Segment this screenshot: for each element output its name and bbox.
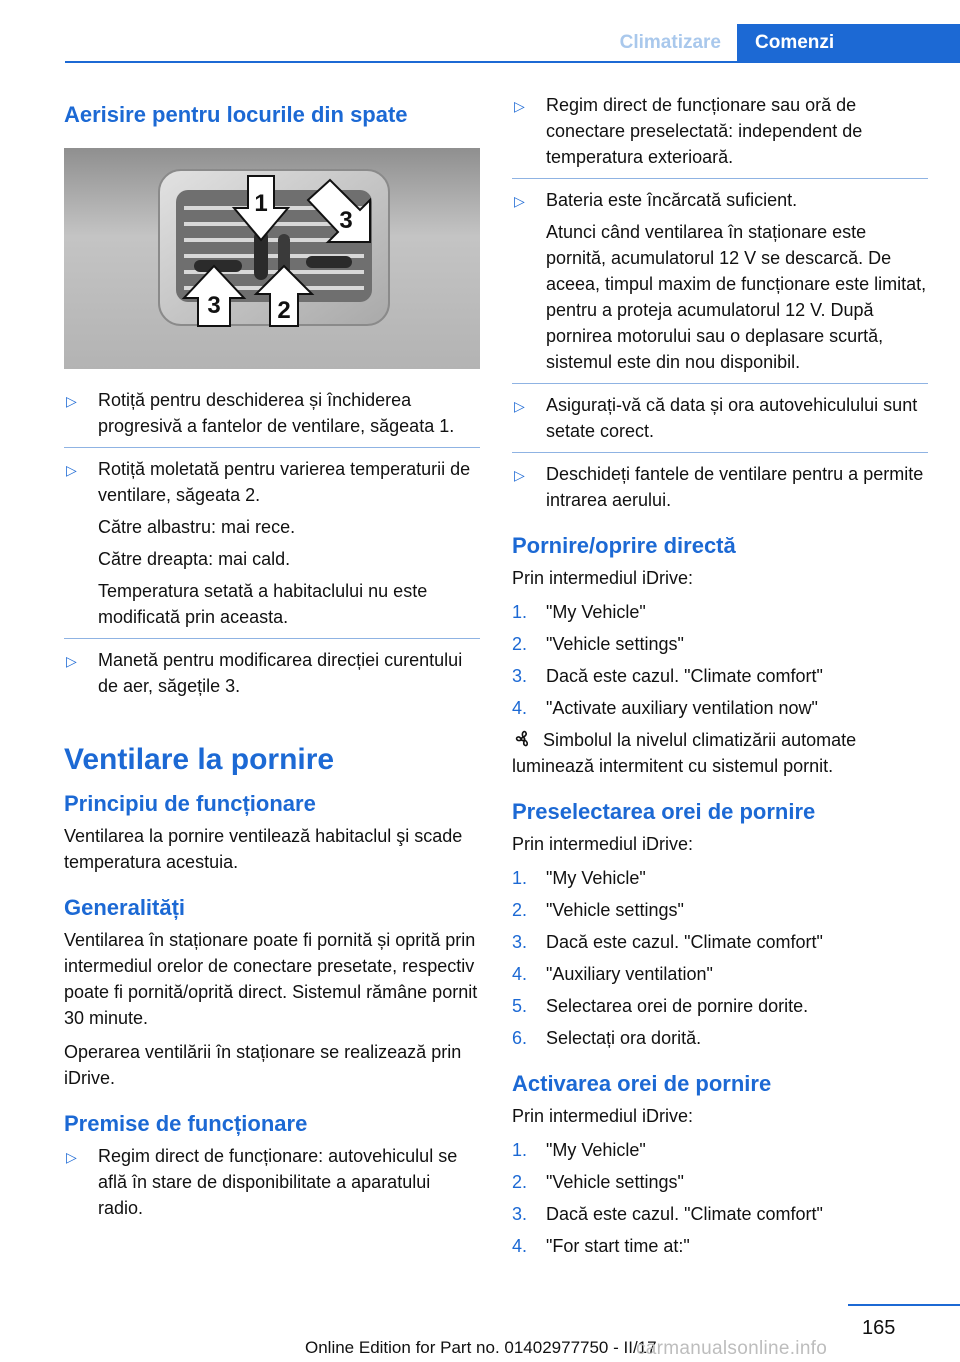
list-item — [512, 865, 928, 891]
heading-preselect: Preselectarea orei de pornire — [512, 799, 816, 824]
triangle-bullet-icon: ▷ — [514, 193, 525, 209]
step-text: Dacă este cazul. "Climate comfort" — [546, 932, 823, 952]
list-item — [512, 631, 928, 657]
step-number: 3. — [512, 1204, 528, 1224]
direct-intro: Prin intermediul iDrive: — [512, 568, 694, 588]
step-number: 2. — [512, 634, 528, 654]
divider — [512, 452, 928, 453]
heading-principle: Principiu de funcționare — [64, 791, 316, 816]
triangle-bullet-icon: ▷ — [514, 98, 525, 114]
fan-symbol-note-text: Simbolul la nivelul climatizării automate luminează intermitent cu sistemul pornit. — [512, 730, 857, 776]
premises-list-continued — [512, 92, 928, 513]
header-tabs — [608, 24, 960, 62]
right-column — [512, 92, 928, 1265]
step-text: "Vehicle settings" — [546, 634, 684, 654]
step-text: "Vehicle settings" — [546, 900, 684, 920]
step-number: 2. — [512, 900, 528, 920]
step-number: 6. — [512, 1028, 528, 1048]
step-text: "My Vehicle" — [546, 868, 646, 888]
step-text: "For start time at:" — [546, 1236, 690, 1256]
step-number: 3. — [512, 932, 528, 952]
step-text: Dacă este cazul. "Climate comfort" — [546, 1204, 823, 1224]
figure-label-1: 1 — [254, 190, 268, 217]
list-item — [64, 456, 480, 630]
list-item — [64, 387, 480, 439]
step-text: Selectați ora dorită. — [546, 1028, 702, 1048]
principle-text: Ventilarea la pornire ventilează habitaclul şi scade temperatura acestuia. — [64, 826, 463, 872]
list-item — [64, 1143, 480, 1221]
header-rule — [65, 61, 960, 63]
triangle-bullet-icon: ▷ — [514, 467, 525, 483]
divider — [512, 383, 928, 384]
list-item — [512, 929, 928, 955]
heading-activate: Activarea orei de pornire — [512, 1071, 772, 1096]
list-item — [512, 1201, 928, 1227]
direct-steps — [512, 599, 928, 721]
heading-general: Generalități — [64, 895, 186, 920]
section-title-rear-vents: Aerisire pentru locurile din spate — [64, 102, 408, 127]
step-text: "Auxiliary ventilation" — [546, 964, 713, 984]
activate-steps — [512, 1137, 928, 1259]
step-text: "My Vehicle" — [546, 602, 646, 622]
footer-rule — [848, 1304, 960, 1306]
list-item — [512, 187, 928, 375]
list-item — [512, 897, 928, 923]
list-item-text: Asigurați-vă că data și ora autovehiculului sunt setate corect. — [546, 395, 918, 441]
step-text: "Activate auxiliary ventilation now" — [546, 698, 818, 718]
list-item — [512, 1233, 928, 1259]
list-item — [512, 392, 928, 444]
list-item-subtext: Atunci când ventilarea în staționare este pornită, acumulatorul 12 V se descarcă. De aceea, timpul maxim de funcționare este limitat, pentru a proteja acumulatorul 12 V. După pornirea motorului sau o deplasare scurtă, sistemul este din nou disponibil. — [546, 222, 927, 372]
chapter-title: Ventilare la pornire — [64, 743, 335, 776]
general-text-2: Operarea ventilării în staționare se realizează prin iDrive. — [64, 1042, 462, 1088]
general-text-1: Ventilarea în staționare poate fi pornită și oprită prin intermediul orelor de conectare presetate, respectiv poate fi pornită/oprită direct. Sistemul rămâne pornit 30 minute. — [64, 930, 478, 1028]
list-item-text: Deschideți fantele de ventilare pentru a permite intrarea aerului. — [546, 464, 924, 510]
list-item-text: Manetă pentru modificarea direcției curentului de aer, săgețile 3. — [98, 650, 463, 696]
figure-label-3-left: 3 — [207, 292, 221, 319]
list-item — [512, 599, 928, 625]
figure-label-3-right: 3 — [339, 207, 353, 234]
list-item — [512, 1025, 928, 1051]
step-text: Dacă este cazul. "Climate comfort" — [546, 666, 823, 686]
divider — [64, 447, 480, 448]
list-item — [512, 1169, 928, 1195]
divider — [512, 178, 928, 179]
list-item — [64, 647, 480, 699]
list-item — [512, 1137, 928, 1163]
list-item-text: Rotiță pentru deschiderea și închiderea progresivă a fantelor de ventilare, săgeata 1. — [98, 390, 455, 436]
fan-icon — [512, 729, 534, 749]
rear-vents-figure — [64, 148, 480, 369]
list-item-text: Regim direct de funcționare: autovehiculul se află în stare de disponibilitate a aparatului radio. — [98, 1146, 458, 1218]
triangle-bullet-icon: ▷ — [514, 398, 525, 414]
divider — [64, 638, 480, 639]
list-item — [512, 461, 928, 513]
premises-list — [64, 1143, 480, 1221]
fan-symbol-note — [512, 727, 928, 779]
list-item-subtext: Către dreapta: mai cald. — [98, 549, 291, 569]
step-text: Selectarea orei de pornire dorite. — [546, 996, 809, 1016]
triangle-bullet-icon: ▷ — [66, 1149, 77, 1165]
triangle-bullet-icon: ▷ — [66, 393, 77, 409]
step-number: 1. — [512, 602, 528, 622]
step-text: "My Vehicle" — [546, 1140, 646, 1160]
list-item — [512, 961, 928, 987]
triangle-bullet-icon: ▷ — [66, 653, 77, 669]
step-number: 1. — [512, 868, 528, 888]
step-number: 4. — [512, 964, 528, 984]
rear-vents-illustration — [64, 148, 480, 369]
list-item-text: Rotiță moletată pentru varierea temperaturii de ventilare, săgeata 2. — [98, 459, 471, 505]
watermark: carmanualsonline.info — [636, 1338, 828, 1359]
vent-controls-list — [64, 387, 480, 699]
list-item — [512, 663, 928, 689]
left-column — [64, 92, 480, 1229]
page-number: 165 — [862, 1317, 896, 1339]
list-item-subtext: Temperatura setată a habitaclului nu este modificată prin aceasta. — [98, 581, 428, 627]
heading-premises: Premise de funcționare — [64, 1111, 308, 1136]
step-number: 2. — [512, 1172, 528, 1192]
step-number: 4. — [512, 698, 528, 718]
step-number: 4. — [512, 1236, 528, 1256]
list-item — [512, 993, 928, 1019]
list-item-subtext: Către albastru: mai rece. — [98, 517, 296, 537]
step-number: 3. — [512, 666, 528, 686]
tab-comenzi[interactable]: Comenzi — [737, 24, 960, 62]
figure-label-2: 2 — [277, 297, 291, 324]
tab-climatizare[interactable]: Climatizare — [619, 32, 721, 53]
step-number: 1. — [512, 1140, 528, 1160]
list-item — [512, 92, 928, 170]
list-item-text: Bateria este încărcată suficient. — [546, 190, 798, 210]
heading-direct-start: Pornire/oprire directă — [512, 533, 736, 558]
step-text: "Vehicle settings" — [546, 1172, 684, 1192]
list-item-text: Regim direct de funcționare sau oră de conectare preselectată: independent de temperatura exterioară. — [546, 95, 863, 167]
edition-line: Online Edition for Part no. 01402977750 - II/17 — [305, 1338, 657, 1357]
step-number: 5. — [512, 996, 528, 1016]
preselect-intro: Prin intermediul iDrive: — [512, 834, 694, 854]
list-item — [512, 695, 928, 721]
activate-intro: Prin intermediul iDrive: — [512, 1106, 694, 1126]
preselect-steps — [512, 865, 928, 1051]
triangle-bullet-icon: ▷ — [66, 462, 77, 478]
